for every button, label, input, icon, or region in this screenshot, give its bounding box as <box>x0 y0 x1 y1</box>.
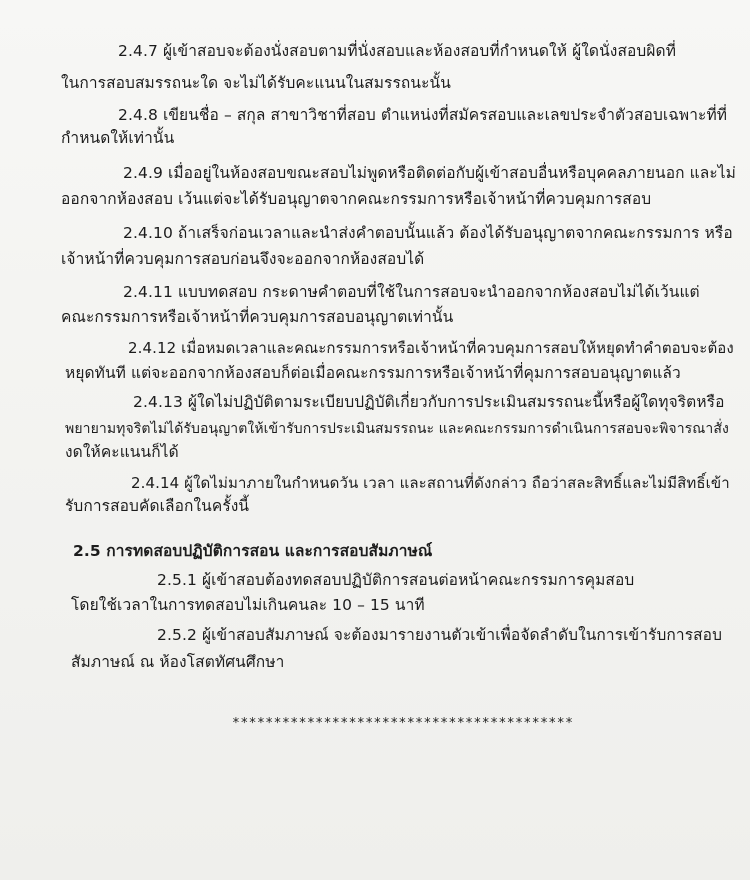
item-2-4-13-line-2: พยายามทุจริตไม่ได้รับอนุญาตให้เข้ารับการประเมินสมรรถนะ และคณะกรรมการดำเนินการสอบจะพิจารณาสั่ง <box>65 421 729 437</box>
item-2-4-12-line-1: 2.4.12 เมื่อหมดเวลาและคณะกรรมการหรือเจ้าหน้าที่ควบคุมการสอบให้หยุดทำคำตอบจะต้อง <box>128 339 734 357</box>
item-2-4-9-line-2: ออกจากห้องสอบ เว้นแต่จะได้รับอนุญาตจากคณะกรรมการหรือเจ้าหน้าที่ควบคุมการสอบ <box>61 190 652 208</box>
item-2-4-8-line-2: กำหนดให้เท่านั้น <box>61 129 175 147</box>
section-2-5-heading: 2.5 การทดสอบปฏิบัติการสอน และการสอบสัมภาษณ์ <box>73 542 433 560</box>
item-2-4-10-line-1: 2.4.10 ถ้าเสร็จก่อนเวลาและนำส่งคำตอบนั้นแล้ว ต้องได้รับอนุญาตจากคณะกรรมการ หรือ <box>123 224 733 242</box>
item-2-4-11-line-1: 2.4.11 แบบทดสอบ กระดาษคำตอบที่ใช้ในการสอบจะนำออกจากห้องสอบไม่ได้เว้นแต่ <box>123 283 700 301</box>
item-2-5-1-line-2: โดยใช้เวลาในการทดสอบไม่เกินคนละ 10 – 15 นาที <box>71 596 425 614</box>
item-2-4-7-line-1: 2.4.7 ผู้เข้าสอบจะต้องนั่งสอบตามที่นั่งสอบและห้องสอบที่กำหนดให้ ผู้ใดนั่งสอบผิดที่ <box>118 42 677 60</box>
item-2-5-2-line-2: สัมภาษณ์ ณ ห้องโสตทัศนศึกษา <box>71 653 285 671</box>
section-divider-stars: ***************************************** <box>232 716 574 731</box>
item-2-5-2-line-1: 2.5.2 ผู้เข้าสอบสัมภาษณ์ จะต้องมารายงานตัวเข้าเพื่อจัดลำดับในการเข้ารับการสอบ <box>157 626 723 644</box>
item-2-5-1-line-1: 2.5.1 ผู้เข้าสอบต้องทดสอบปฏิบัติการสอนต่อหน้าคณะกรรมการคุมสอบ <box>157 571 635 589</box>
item-2-4-13-line-3: งดให้คะแนนก็ได้ <box>65 443 179 461</box>
item-2-4-12-line-2: หยุดทันที แต่จะออกจากห้องสอบก็ต่อเมื่อคณะกรรมการหรือเจ้าหน้าที่คุมการสอบอนุญาตแล้ว <box>65 364 681 382</box>
item-2-4-14-line-1: 2.4.14 ผู้ใดไม่มาภายในกำหนดวัน เวลา และสถานที่ดังกล่าว ถือว่าสละสิทธิ์และไม่มีสิทธิ์เข้า <box>131 474 730 492</box>
item-2-4-9-line-1: 2.4.9 เมื่ออยู่ในห้องสอบขณะสอบไม่พูดหรือติดต่อกับผู้เข้าสอบอื่นหรือบุคคลภายนอก และไม่ <box>123 164 736 182</box>
item-2-4-8-line-1: 2.4.8 เขียนชื่อ – สกุล สาขาวิชาที่สอบ ตำแหน่งที่สมัครสอบและเลขประจำตัวสอบเฉพาะที่ที่ <box>118 106 728 124</box>
item-2-4-14-line-2: รับการสอบคัดเลือกในครั้งนี้ <box>65 497 250 515</box>
item-2-4-7-line-2: ในการสอบสมรรถนะใด จะไม่ได้รับคะแนนในสมรรถนะนั้น <box>61 74 451 92</box>
item-2-4-11-line-2: คณะกรรมการหรือเจ้าหน้าที่ควบคุมการสอบอนุญาตเท่านั้น <box>61 308 454 326</box>
item-2-4-10-line-2: เจ้าหน้าที่ควบคุมการสอบก่อนจึงจะออกจากห้องสอบได้ <box>61 250 425 268</box>
item-2-4-13-line-1: 2.4.13 ผู้ใดไม่ปฏิบัติตามระเบียบปฏิบัติเกี่ยวกับการประเมินสมรรถนะนี้หรือผู้ใดทุจริตหรือ <box>133 393 725 411</box>
